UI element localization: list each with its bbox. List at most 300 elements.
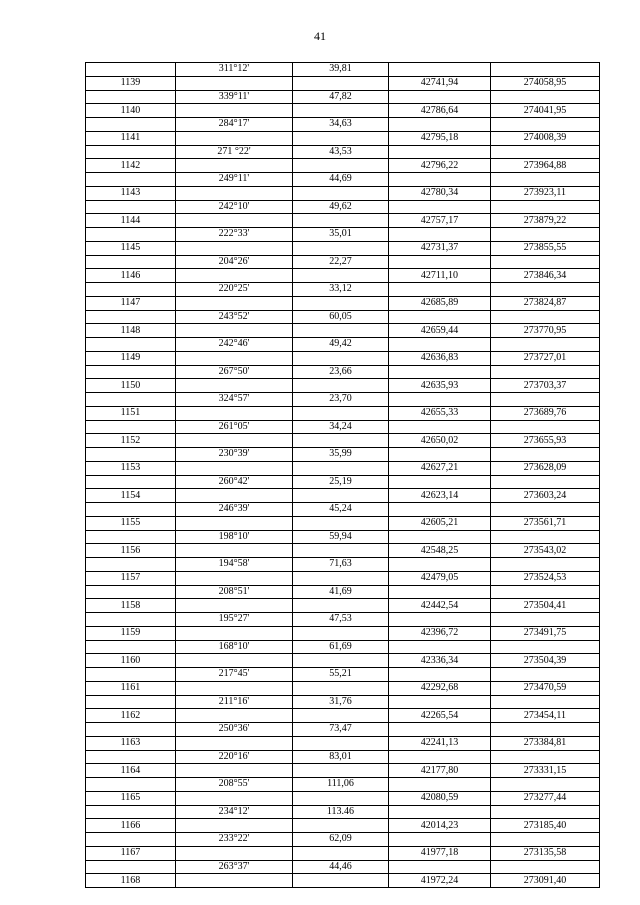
y-coordinate-cell [491, 338, 600, 352]
segment-length-cell: 59,94 [293, 530, 389, 544]
segment-length-cell: 43,53 [293, 145, 389, 159]
x-coordinate-cell [389, 448, 491, 462]
segment-length-cell: 44,69 [293, 173, 389, 187]
x-coordinate-cell: 42479,05 [389, 571, 491, 585]
point-number-cell [86, 503, 176, 517]
point-row [86, 131, 600, 145]
segment-length-cell: 44,46 [293, 860, 389, 874]
x-coordinate-cell [389, 530, 491, 544]
point-row [86, 791, 600, 805]
x-coordinate-cell [389, 860, 491, 874]
segment-row [86, 613, 600, 627]
point-row [86, 709, 600, 723]
point-number-cell [86, 310, 176, 324]
segment-length-cell [293, 379, 389, 393]
y-coordinate-cell: 273855,55 [491, 241, 600, 255]
direction-angle-cell: 222°33' [176, 228, 293, 242]
segment-row [86, 310, 600, 324]
point-number-cell [86, 530, 176, 544]
segment-length-cell [293, 709, 389, 723]
point-row [86, 764, 600, 778]
y-coordinate-cell: 273964,88 [491, 159, 600, 173]
point-number-cell: 1148 [86, 324, 176, 338]
point-number-cell [86, 475, 176, 489]
x-coordinate-cell [389, 338, 491, 352]
direction-angle-cell: 246°39' [176, 503, 293, 517]
x-coordinate-cell: 42635,93 [389, 379, 491, 393]
direction-angle-cell [176, 764, 293, 778]
point-number-cell: 1163 [86, 736, 176, 750]
point-row [86, 214, 600, 228]
y-coordinate-cell: 273491,75 [491, 626, 600, 640]
segment-length-cell: 73,47 [293, 723, 389, 737]
x-coordinate-cell: 42731,37 [389, 241, 491, 255]
point-row [86, 571, 600, 585]
point-number-cell: 1154 [86, 489, 176, 503]
y-coordinate-cell [491, 420, 600, 434]
point-number-cell: 1159 [86, 626, 176, 640]
point-row [86, 544, 600, 558]
segment-length-cell [293, 214, 389, 228]
direction-angle-cell: 242°46' [176, 338, 293, 352]
x-coordinate-cell [389, 365, 491, 379]
x-coordinate-cell: 42292,68 [389, 681, 491, 695]
direction-angle-cell [176, 214, 293, 228]
coordinates-table-body [86, 63, 600, 888]
direction-angle-cell [176, 104, 293, 118]
x-coordinate-cell: 42685,89 [389, 296, 491, 310]
point-number-cell [86, 640, 176, 654]
y-coordinate-cell [491, 613, 600, 627]
segment-length-cell [293, 434, 389, 448]
direction-angle-cell: 249°11' [176, 173, 293, 187]
segment-length-cell: 25,19 [293, 475, 389, 489]
x-coordinate-cell [389, 118, 491, 132]
y-coordinate-cell: 273879,22 [491, 214, 600, 228]
segment-length-cell: 41,69 [293, 585, 389, 599]
direction-angle-cell [176, 819, 293, 833]
point-row [86, 874, 600, 888]
point-number-cell: 1166 [86, 819, 176, 833]
segment-length-cell: 49,42 [293, 338, 389, 352]
segment-length-cell [293, 186, 389, 200]
direction-angle-cell [176, 269, 293, 283]
y-coordinate-cell: 273689,76 [491, 406, 600, 420]
y-coordinate-cell [491, 90, 600, 104]
y-coordinate-cell [491, 475, 600, 489]
segment-length-cell [293, 791, 389, 805]
x-coordinate-cell [389, 778, 491, 792]
direction-angle-cell [176, 406, 293, 420]
segment-row [86, 145, 600, 159]
point-number-cell [86, 860, 176, 874]
direction-angle-cell: 242°10' [176, 200, 293, 214]
point-number-cell [86, 200, 176, 214]
x-coordinate-cell [389, 640, 491, 654]
segment-length-cell: 39,81 [293, 63, 389, 77]
y-coordinate-cell [491, 118, 600, 132]
point-number-cell: 1149 [86, 351, 176, 365]
y-coordinate-cell: 273331,15 [491, 764, 600, 778]
segment-length-cell [293, 654, 389, 668]
point-number-cell [86, 118, 176, 132]
y-coordinate-cell [491, 530, 600, 544]
point-number-cell: 1145 [86, 241, 176, 255]
segment-length-cell: 35,99 [293, 448, 389, 462]
direction-angle-cell: 230°39' [176, 448, 293, 462]
segment-length-cell [293, 406, 389, 420]
y-coordinate-cell: 273185,40 [491, 819, 600, 833]
x-coordinate-cell: 41972,24 [389, 874, 491, 888]
y-coordinate-cell: 273454,11 [491, 709, 600, 723]
direction-angle-cell: 250°36' [176, 723, 293, 737]
y-coordinate-cell [491, 200, 600, 214]
x-coordinate-cell: 42786,64 [389, 104, 491, 118]
segment-length-cell [293, 131, 389, 145]
point-number-cell: 1150 [86, 379, 176, 393]
direction-angle-cell: 324°57' [176, 393, 293, 407]
direction-angle-cell: 233°22' [176, 833, 293, 847]
direction-angle-cell [176, 791, 293, 805]
segment-row [86, 503, 600, 517]
point-row [86, 654, 600, 668]
segment-row [86, 173, 600, 187]
x-coordinate-cell: 41977,18 [389, 846, 491, 860]
point-number-cell: 1146 [86, 269, 176, 283]
point-number-cell: 1156 [86, 544, 176, 558]
y-coordinate-cell: 273091,40 [491, 874, 600, 888]
point-row [86, 516, 600, 530]
segment-length-cell: 61,69 [293, 640, 389, 654]
x-coordinate-cell: 42014,23 [389, 819, 491, 833]
segment-length-cell [293, 489, 389, 503]
y-coordinate-cell: 273561,71 [491, 516, 600, 530]
direction-angle-cell: 284°17' [176, 118, 293, 132]
point-number-cell: 1143 [86, 186, 176, 200]
x-coordinate-cell [389, 613, 491, 627]
y-coordinate-cell [491, 695, 600, 709]
x-coordinate-cell [389, 145, 491, 159]
x-coordinate-cell [389, 393, 491, 407]
segment-length-cell [293, 296, 389, 310]
y-coordinate-cell [491, 255, 600, 269]
y-coordinate-cell: 273923,11 [491, 186, 600, 200]
segment-row [86, 750, 600, 764]
point-row [86, 76, 600, 90]
y-coordinate-cell: 273603,24 [491, 489, 600, 503]
segment-row [86, 860, 600, 874]
segment-row [86, 420, 600, 434]
x-coordinate-cell [389, 723, 491, 737]
y-coordinate-cell [491, 448, 600, 462]
point-number-cell: 1165 [86, 791, 176, 805]
segment-length-cell [293, 269, 389, 283]
segment-row [86, 90, 600, 104]
y-coordinate-cell [491, 585, 600, 599]
point-row [86, 681, 600, 695]
x-coordinate-cell [389, 475, 491, 489]
direction-angle-cell: 198°10' [176, 530, 293, 544]
point-number-cell [86, 448, 176, 462]
direction-angle-cell: 208°51' [176, 585, 293, 599]
y-coordinate-cell [491, 145, 600, 159]
x-coordinate-cell [389, 228, 491, 242]
segment-length-cell [293, 241, 389, 255]
y-coordinate-cell: 273703,37 [491, 379, 600, 393]
y-coordinate-cell: 273543,02 [491, 544, 600, 558]
point-number-cell [86, 173, 176, 187]
x-coordinate-cell: 42623,14 [389, 489, 491, 503]
point-row [86, 159, 600, 173]
x-coordinate-cell: 42741,94 [389, 76, 491, 90]
direction-angle-cell [176, 241, 293, 255]
y-coordinate-cell [491, 640, 600, 654]
direction-angle-cell [176, 654, 293, 668]
x-coordinate-cell [389, 750, 491, 764]
direction-angle-cell: 263°37' [176, 860, 293, 874]
direction-angle-cell: 204°26' [176, 255, 293, 269]
x-coordinate-cell: 42605,21 [389, 516, 491, 530]
y-coordinate-cell [491, 723, 600, 737]
segment-length-cell: 31,76 [293, 695, 389, 709]
segment-row [86, 448, 600, 462]
point-number-cell: 1151 [86, 406, 176, 420]
x-coordinate-cell: 42442,54 [389, 599, 491, 613]
x-coordinate-cell [389, 585, 491, 599]
x-coordinate-cell [389, 63, 491, 77]
point-number-cell: 1153 [86, 461, 176, 475]
point-number-cell: 1152 [86, 434, 176, 448]
segment-row [86, 475, 600, 489]
point-number-cell [86, 365, 176, 379]
segment-length-cell: 55,21 [293, 668, 389, 682]
point-row [86, 489, 600, 503]
segment-row [86, 585, 600, 599]
y-coordinate-cell: 273824,87 [491, 296, 600, 310]
y-coordinate-cell: 273277,44 [491, 791, 600, 805]
direction-angle-cell: 260°42' [176, 475, 293, 489]
direction-angle-cell: 194°58' [176, 558, 293, 572]
segment-length-cell [293, 159, 389, 173]
direction-angle-cell: 234°12' [176, 805, 293, 819]
direction-angle-cell [176, 186, 293, 200]
direction-angle-cell: 168°10' [176, 640, 293, 654]
x-coordinate-cell: 42780,34 [389, 186, 491, 200]
segment-length-cell: 22,27 [293, 255, 389, 269]
y-coordinate-cell [491, 558, 600, 572]
y-coordinate-cell: 273628,09 [491, 461, 600, 475]
point-number-cell [86, 255, 176, 269]
segment-length-cell [293, 819, 389, 833]
direction-angle-cell [176, 324, 293, 338]
y-coordinate-cell [491, 668, 600, 682]
segment-length-cell: 83,01 [293, 750, 389, 764]
point-number-cell [86, 558, 176, 572]
direction-angle-cell: 217°45' [176, 668, 293, 682]
direction-angle-cell [176, 351, 293, 365]
point-row [86, 406, 600, 420]
y-coordinate-cell [491, 503, 600, 517]
x-coordinate-cell [389, 503, 491, 517]
point-number-cell [86, 613, 176, 627]
x-coordinate-cell: 42177,80 [389, 764, 491, 778]
x-coordinate-cell [389, 90, 491, 104]
x-coordinate-cell [389, 283, 491, 297]
x-coordinate-cell [389, 310, 491, 324]
y-coordinate-cell [491, 365, 600, 379]
y-coordinate-cell [491, 393, 600, 407]
direction-angle-cell [176, 296, 293, 310]
point-number-cell [86, 145, 176, 159]
x-coordinate-cell: 42336,34 [389, 654, 491, 668]
x-coordinate-cell: 42796,22 [389, 159, 491, 173]
point-row [86, 269, 600, 283]
segment-length-cell [293, 681, 389, 695]
point-number-cell: 1155 [86, 516, 176, 530]
point-row [86, 461, 600, 475]
x-coordinate-cell: 42265,54 [389, 709, 491, 723]
segment-length-cell [293, 846, 389, 860]
segment-row [86, 640, 600, 654]
segment-length-cell: 23,66 [293, 365, 389, 379]
point-row [86, 434, 600, 448]
y-coordinate-cell: 273504,41 [491, 599, 600, 613]
segment-row [86, 365, 600, 379]
x-coordinate-cell: 42241,13 [389, 736, 491, 750]
segment-row [86, 833, 600, 847]
direction-angle-cell [176, 544, 293, 558]
point-number-cell [86, 393, 176, 407]
x-coordinate-cell: 42636,83 [389, 351, 491, 365]
y-coordinate-cell: 273770,95 [491, 324, 600, 338]
y-coordinate-cell: 273524,53 [491, 571, 600, 585]
point-row [86, 626, 600, 640]
direction-angle-cell: 271 °22' [176, 145, 293, 159]
y-coordinate-cell [491, 283, 600, 297]
direction-angle-cell [176, 681, 293, 695]
direction-angle-cell: 208°55' [176, 778, 293, 792]
direction-angle-cell: 311°12' [176, 63, 293, 77]
point-number-cell [86, 805, 176, 819]
segment-row [86, 723, 600, 737]
segment-row [86, 695, 600, 709]
y-coordinate-cell: 273655,93 [491, 434, 600, 448]
segment-length-cell: 47,82 [293, 90, 389, 104]
x-coordinate-cell [389, 173, 491, 187]
point-number-cell [86, 585, 176, 599]
segment-row [86, 228, 600, 242]
point-row [86, 324, 600, 338]
direction-angle-cell: 195°27' [176, 613, 293, 627]
coordinates-table [85, 62, 600, 888]
segment-length-cell: 60,05 [293, 310, 389, 324]
point-number-cell [86, 668, 176, 682]
direction-angle-cell [176, 76, 293, 90]
direction-angle-cell: 339°11' [176, 90, 293, 104]
direction-angle-cell [176, 571, 293, 585]
y-coordinate-cell: 274008,39 [491, 131, 600, 145]
segment-length-cell: 62,09 [293, 833, 389, 847]
direction-angle-cell: 243°52' [176, 310, 293, 324]
point-number-cell: 1157 [86, 571, 176, 585]
y-coordinate-cell: 273470,59 [491, 681, 600, 695]
point-row [86, 104, 600, 118]
segment-length-cell [293, 571, 389, 585]
segment-row [86, 778, 600, 792]
point-number-cell: 1167 [86, 846, 176, 860]
segment-row [86, 255, 600, 269]
y-coordinate-cell [491, 63, 600, 77]
point-number-cell: 1141 [86, 131, 176, 145]
y-coordinate-cell: 274058,95 [491, 76, 600, 90]
segment-length-cell: 35,01 [293, 228, 389, 242]
segment-length-cell [293, 736, 389, 750]
point-row [86, 846, 600, 860]
segment-length-cell [293, 516, 389, 530]
y-coordinate-cell: 273846,34 [491, 269, 600, 283]
point-number-cell: 1168 [86, 874, 176, 888]
direction-angle-cell: 220°16' [176, 750, 293, 764]
y-coordinate-cell: 273384,81 [491, 736, 600, 750]
page-number: 41 [314, 29, 326, 43]
point-number-cell [86, 90, 176, 104]
point-number-cell [86, 833, 176, 847]
point-number-cell: 1164 [86, 764, 176, 778]
segment-row [86, 200, 600, 214]
segment-length-cell [293, 324, 389, 338]
direction-angle-cell: 261°05' [176, 420, 293, 434]
y-coordinate-cell [491, 833, 600, 847]
point-row [86, 241, 600, 255]
direction-angle-cell: 220°25' [176, 283, 293, 297]
direction-angle-cell [176, 874, 293, 888]
x-coordinate-cell: 42655,33 [389, 406, 491, 420]
segment-length-cell [293, 461, 389, 475]
point-number-cell: 1144 [86, 214, 176, 228]
segment-length-cell [293, 599, 389, 613]
segment-row [86, 63, 600, 77]
x-coordinate-cell: 42757,17 [389, 214, 491, 228]
x-coordinate-cell [389, 200, 491, 214]
point-number-cell [86, 283, 176, 297]
segment-row [86, 283, 600, 297]
direction-angle-cell [176, 846, 293, 860]
direction-angle-cell: 211°16' [176, 695, 293, 709]
segment-length-cell: 49,62 [293, 200, 389, 214]
x-coordinate-cell: 42548,25 [389, 544, 491, 558]
y-coordinate-cell: 274041,95 [491, 104, 600, 118]
point-number-cell: 1147 [86, 296, 176, 310]
segment-length-cell [293, 104, 389, 118]
segment-length-cell [293, 764, 389, 778]
x-coordinate-cell [389, 255, 491, 269]
x-coordinate-cell [389, 668, 491, 682]
y-coordinate-cell [491, 310, 600, 324]
direction-angle-cell: 267°50' [176, 365, 293, 379]
segment-row [86, 558, 600, 572]
segment-row [86, 805, 600, 819]
segment-row [86, 118, 600, 132]
y-coordinate-cell: 273727,01 [491, 351, 600, 365]
x-coordinate-cell [389, 805, 491, 819]
x-coordinate-cell [389, 420, 491, 434]
y-coordinate-cell [491, 228, 600, 242]
x-coordinate-cell: 42711,10 [389, 269, 491, 283]
segment-length-cell: 23,70 [293, 393, 389, 407]
direction-angle-cell [176, 159, 293, 173]
point-number-cell [86, 228, 176, 242]
y-coordinate-cell [491, 778, 600, 792]
